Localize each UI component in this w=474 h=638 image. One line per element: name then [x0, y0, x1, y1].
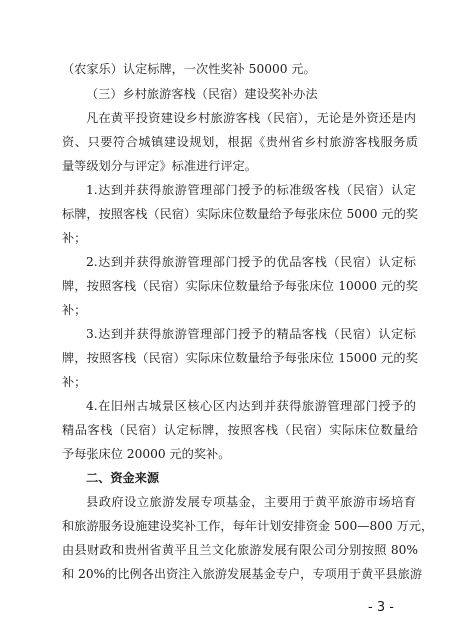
text-line: 资、只要符合城镇建设规划，根据《贵州省乡村旅游客栈服务质 [62, 135, 418, 149]
text-line: 1.达到并获得旅游管理部门授予的标准级客栈（民宿）认定 [86, 183, 416, 197]
text-line: 补； [62, 375, 87, 389]
text-line: 县政府设立旅游发展专项基金，主要用于黄平旅游市场培育 [86, 495, 416, 509]
text-line: 和 20%的比例各出资注入旅游发展基金专户，专项用于黄平县旅游 [62, 567, 423, 581]
text-line: 由县财政和贵州省黄平且兰文化旅游发展有限公司分别按照 80% [62, 543, 418, 557]
text-line: 标牌，按照客栈（民宿）实际床位数量给予每张床位 5000 元的奖 [62, 207, 418, 221]
text-line: 2.达到并获得旅游管理部门授予的优品客栈（民宿）认定标 [86, 255, 416, 269]
text-line: 予每张床位 20000 元的奖补。 [62, 447, 231, 461]
text-line: 和旅游服务设施建设奖补工作，每年计划安排资金 500—800 万元， [62, 519, 434, 533]
text-line: 牌，按照客栈（民宿）实际床位数量给予每张床位 10000 元的奖 [62, 279, 418, 293]
text-line: 4.在旧州古城景区核心区内达到并获得旅游管理部门授予的 [86, 399, 416, 413]
section-heading: （三）乡村旅游客栈（民宿）建设奖补办法 [86, 87, 318, 101]
text-line: 补； [62, 231, 87, 245]
page-number: - 3 - [368, 600, 394, 615]
text-line: 凡在黄平投资建设乡村旅游客栈（民宿），无论是外资还是内 [86, 111, 416, 125]
text-line: 3.达到并获得旅游管理部门授予的精品客栈（民宿）认定标 [86, 327, 416, 341]
text-line: 量等级划分与评定》标准进行评定。 [62, 159, 257, 173]
text-line: 牌，按照客栈（民宿）实际床位数量给予每张床位 15000 元的奖 [62, 351, 418, 365]
section-heading: 二、资金来源 [86, 471, 160, 485]
text-line: （农家乐）认定标牌，一次性奖补 50000 元。 [62, 62, 316, 76]
text-line: 补； [62, 303, 87, 317]
text-line: 精品客栈（民宿）认定标牌，按照客栈（民宿）实际床位数量给 [62, 423, 418, 437]
